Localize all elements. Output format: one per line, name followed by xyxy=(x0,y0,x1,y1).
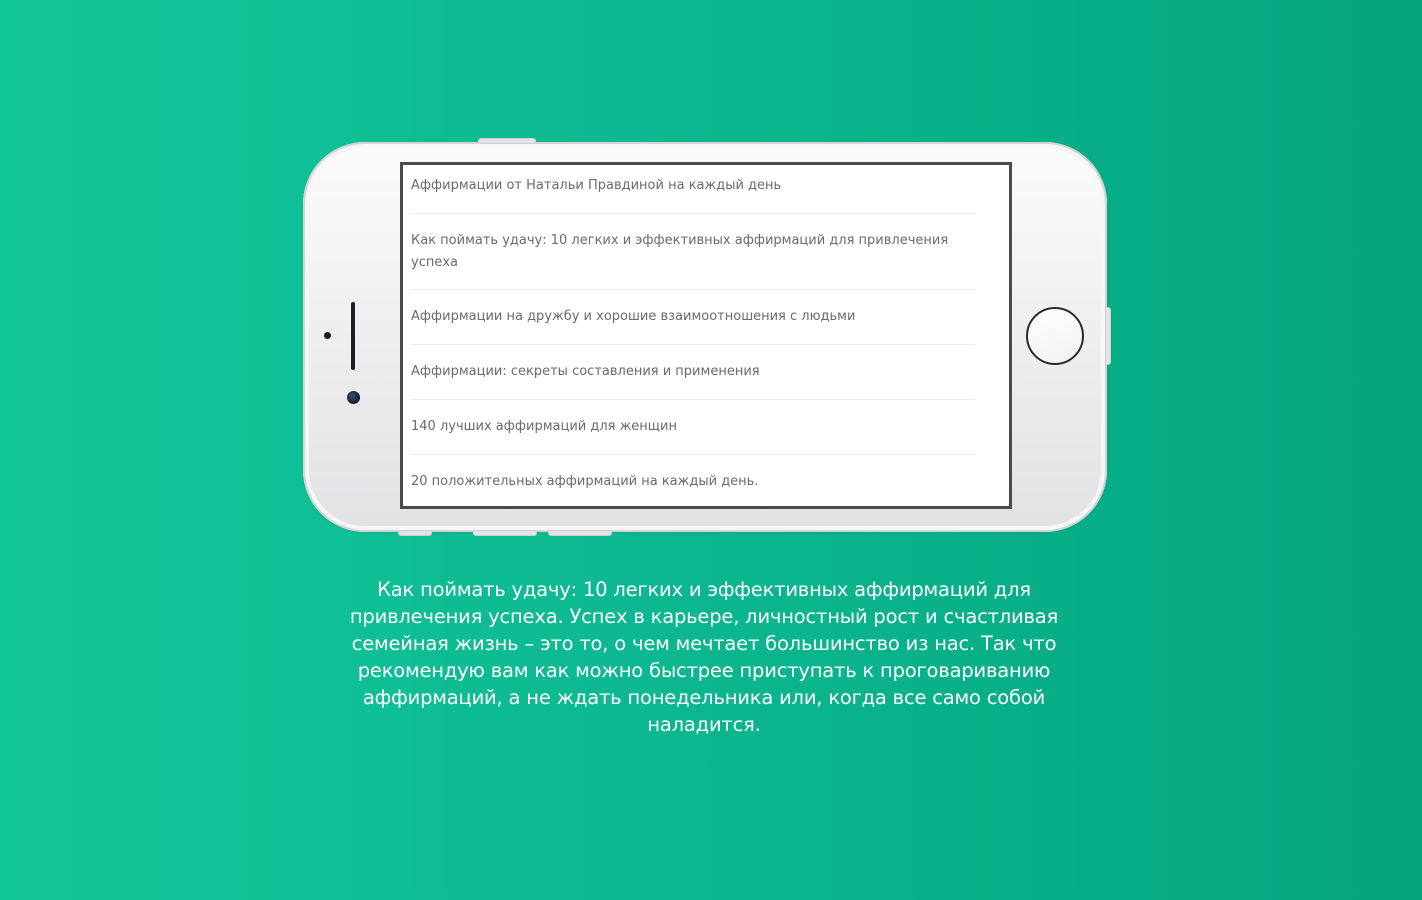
earpiece-speaker xyxy=(351,302,355,370)
list-item-title: Аффирмации: секреты составления и применения xyxy=(411,364,760,379)
phone-side-button xyxy=(398,530,432,536)
list-item-title: Аффирмации от Натальи Правдиной на каждый день xyxy=(411,178,782,193)
phone-side-button xyxy=(548,530,612,536)
proximity-sensor xyxy=(324,332,331,339)
phone-side-button xyxy=(1105,307,1111,365)
phone-mockup xyxy=(303,142,1107,532)
list-item[interactable] xyxy=(411,455,975,503)
list-item[interactable] xyxy=(411,400,975,455)
list-item-title: Как поймать удачу: 10 легких и эффективных аффирмаций для привлечения успеха xyxy=(411,233,949,270)
list-item[interactable] xyxy=(411,290,975,345)
list-item[interactable] xyxy=(411,165,975,214)
list-item[interactable] xyxy=(411,214,975,290)
list-item-title: 140 лучших аффирмаций для женщин xyxy=(411,419,677,434)
list-item[interactable] xyxy=(411,345,975,400)
promo-description: Как поймать удачу: 10 легких и эффективных аффирмаций для привлечения успеха. Успех в карьере, личностный рост и счастливая семейная жизнь – это то, о чем мечтает большинство из нас. Так что рекомендую вам как можно быстрее приступать к проговариванию аффирмаций, а не ждать понедельника или, когда все само собой наладится. xyxy=(349,578,1059,736)
phone-side-button xyxy=(478,138,536,144)
front-camera xyxy=(347,391,360,404)
phone-screen xyxy=(400,162,1012,509)
phone-side-button xyxy=(473,530,537,536)
list-item-title: Аффирмации на дружбу и хорошие взаимоотношения с людьми xyxy=(411,309,856,324)
home-button[interactable] xyxy=(1026,307,1084,365)
article-list xyxy=(403,165,1009,503)
list-item-title: 20 положительных аффирмаций на каждый день. xyxy=(411,474,759,489)
